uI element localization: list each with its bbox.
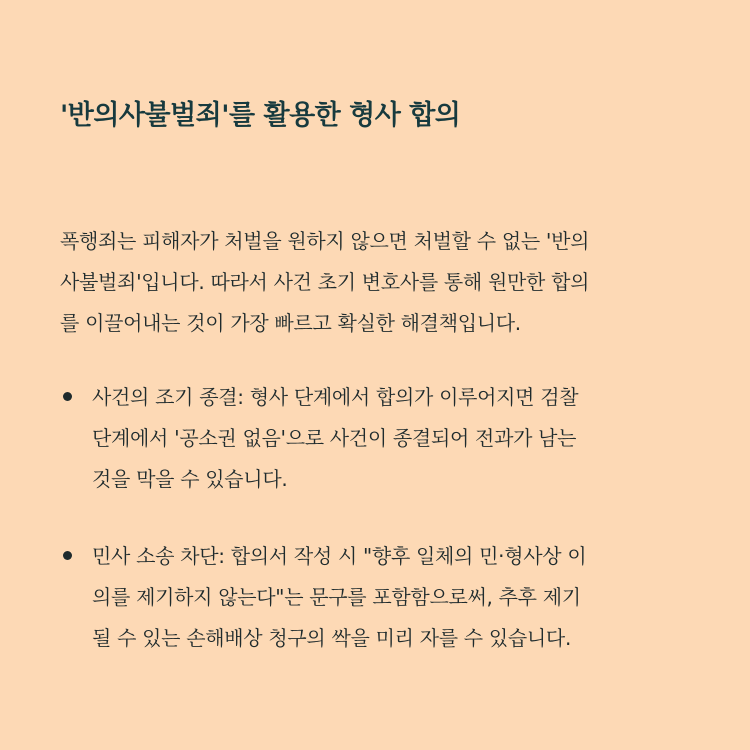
bullet-line: 것을 막을 수 있습니다. xyxy=(92,467,288,491)
bullet-text xyxy=(92,536,720,659)
intro-line: 사불벌죄'입니다. 따라서 사건 초기 변호사를 통해 원만한 합의 xyxy=(60,270,590,294)
bullet-item-early-closure xyxy=(60,377,720,500)
bullet-dot-icon xyxy=(63,551,72,560)
bullet-text xyxy=(92,377,720,500)
page-title: '반의사불벌죄'를 활용한 형사 합의 xyxy=(60,100,461,131)
bullet-line: 단계에서 '공소권 없음'으로 사건이 종결되어 전과가 남는 xyxy=(92,426,577,450)
bullet-line: 의를 제기하지 않는다"는 문구를 포함함으로써, 추후 제기 xyxy=(92,585,581,609)
intro-line: 를 이끌어내는 것이 가장 빠르고 확실한 해결책입니다. xyxy=(60,311,521,335)
intro-paragraph xyxy=(60,221,710,344)
intro-line: 폭행죄는 피해자가 처벌을 원하지 않으면 처벌할 수 없는 '반의 xyxy=(60,229,590,253)
bullet-line: 될 수 있는 손해배상 청구의 싹을 미리 자를 수 있습니다. xyxy=(92,626,572,650)
bullet-line: 사건의 조기 종결: 형사 단계에서 합의가 이루어지면 검찰 xyxy=(92,385,579,409)
bullet-dot-icon xyxy=(63,392,72,401)
bullet-list xyxy=(60,377,720,695)
bullet-item-civil-suit-block xyxy=(60,536,720,659)
bullet-line: 민사 소송 차단: 합의서 작성 시 "향후 일체의 민·형사상 이 xyxy=(92,544,587,568)
